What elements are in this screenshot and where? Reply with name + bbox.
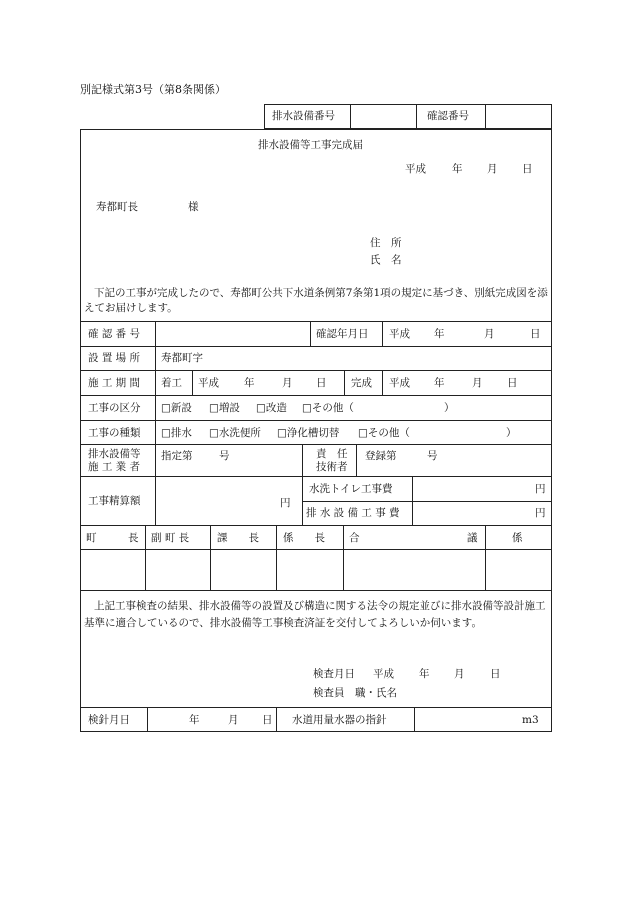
site-value[interactable]: 寿都町字: [161, 352, 203, 364]
divider: [356, 444, 357, 476]
approval-header-mayor: 町 長: [86, 532, 139, 544]
start-date-day: 日: [316, 377, 327, 389]
toilet-cost-yen: 円: [535, 483, 546, 495]
approval-stamp-consultation[interactable]: [345, 551, 484, 588]
approval-header-deputy-mayor: 副 町 長: [151, 532, 190, 544]
engineer-label-line2: 技術者: [316, 461, 348, 473]
divider: [343, 525, 344, 590]
kubun-other-checkbox[interactable]: □その他（: [302, 402, 354, 414]
registration-go-label: 号: [427, 450, 438, 462]
start-label: 着工: [161, 377, 182, 389]
divider: [382, 370, 383, 395]
inspection-date-era: 平成: [373, 668, 394, 680]
approval-stamp-subsection-chief[interactable]: [278, 551, 342, 588]
form-reference: 別記様式第3号（第8条関係）: [80, 83, 226, 96]
shurui-septic-checkbox[interactable]: □浄化槽切替: [277, 427, 340, 439]
inspection-date-month: 月: [454, 668, 465, 680]
name-field[interactable]: [410, 250, 540, 266]
cost-yen: 円: [280, 497, 291, 509]
drain-number-field[interactable]: [352, 106, 414, 126]
row-line: [302, 501, 552, 502]
shurui-label: 工事の種類: [88, 427, 141, 439]
shurui-other-checkbox[interactable]: □その他（: [358, 427, 410, 439]
meter-reading-label: 水道用量水器の指針: [292, 714, 387, 726]
approval-stamp-mayor[interactable]: [82, 551, 144, 588]
meter-unit: m3: [522, 714, 539, 726]
divider: [485, 104, 486, 129]
meter-date-year: 年: [189, 714, 200, 726]
meter-reading-field[interactable]: [416, 709, 516, 730]
date-era: 平成: [405, 163, 426, 175]
divider: [412, 476, 413, 525]
approval-header-consultation: 合: [349, 532, 360, 544]
finish-date-year: 年: [434, 377, 445, 389]
inspection-text: 上記工事検査の結果、排水設備等の設置及び構造に関する法令の規定並びに排水設備等設計施工基準に適合しているので、排水設備等工事検査済証を交付してよろしいか伺います。: [84, 600, 546, 629]
drain-number-label: 排水設備番号: [272, 110, 335, 122]
contractor-label-line2: 施 工 業 者: [88, 461, 141, 473]
drain-cost-label: 排 水 設 備 工 事 費: [306, 507, 400, 519]
divider: [485, 525, 486, 590]
inspection-date-label: 検査月日: [313, 668, 355, 680]
shurui-toilet-checkbox[interactable]: □水洗便所: [209, 427, 261, 439]
confirm-no-field[interactable]: [158, 323, 308, 344]
row-line: [80, 395, 552, 396]
divider: [147, 707, 148, 732]
engineer-label-line1: 責 任: [316, 448, 348, 460]
shurui-drain-checkbox[interactable]: □排水: [161, 427, 192, 439]
contractor-label-line1: 排水設備等: [88, 448, 141, 460]
drain-cost-yen: 円: [535, 507, 546, 519]
start-date-month: 月: [282, 377, 293, 389]
form-title: 排水設備等工事完成届: [258, 139, 363, 151]
row-line: [80, 321, 552, 322]
row-line: [80, 590, 552, 591]
meter-date-day: 日: [262, 714, 273, 726]
addressee-honorific: 様: [188, 201, 199, 213]
address-field[interactable]: [410, 233, 540, 249]
row-line: [80, 346, 552, 347]
divider: [276, 525, 277, 590]
kubun-label: 工事の区分: [88, 402, 141, 414]
label-column-divider: [155, 321, 156, 525]
designated-go-label: 号: [219, 450, 230, 462]
inspection-date-year: 年: [419, 668, 430, 680]
approval-stamp-staff[interactable]: [487, 551, 550, 588]
divider: [192, 370, 193, 395]
designated-no-label: 指定第: [161, 450, 193, 462]
row-line: [80, 707, 552, 708]
date-day: 日: [522, 163, 533, 175]
name-label: 氏 名: [370, 254, 402, 266]
divider: [350, 104, 351, 129]
finish-date-era: 平成: [389, 377, 410, 389]
inspector-label: 検査員 職・氏名: [313, 687, 397, 699]
intro-text: 下記の工事が完成したので、寿都町公共下水道条例第7条第1項の規定に基づき、別紙完成図を添えてお届けします。: [84, 287, 548, 315]
kubun-close-paren: ）: [444, 402, 455, 414]
row-line: [80, 444, 552, 445]
kubun-renovation-checkbox[interactable]: □改造: [256, 402, 287, 414]
meter-date-label: 検針月日: [88, 714, 130, 726]
addressee-name: 寿都町長: [96, 201, 138, 213]
approval-stamp-section-chief[interactable]: [212, 551, 275, 588]
divider: [302, 444, 303, 525]
divider: [416, 104, 417, 129]
divider: [382, 321, 383, 346]
divider: [276, 707, 277, 732]
start-date-era: 平成: [198, 377, 219, 389]
row-line: [80, 370, 552, 371]
meter-date-month: 月: [228, 714, 239, 726]
kubun-new-checkbox[interactable]: □新設: [161, 402, 192, 414]
address-label: 住 所: [370, 237, 402, 249]
toilet-cost-label: 水洗トイレ工事費: [309, 483, 393, 495]
registration-no-label: 登録第: [365, 450, 397, 462]
confirm-date-era: 平成: [389, 328, 410, 340]
cost-label: 工事精算額: [88, 495, 141, 507]
row-line: [80, 476, 552, 477]
divider: [344, 370, 345, 395]
approval-header-section-chief: 課 長: [217, 532, 259, 544]
date-month: 月: [487, 163, 498, 175]
approval-header-subsection-chief: 係 長: [283, 532, 325, 544]
finish-date-month: 月: [472, 377, 483, 389]
confirm-date-label: 確認年月日: [316, 328, 369, 340]
inspection-date-day: 日: [490, 668, 501, 680]
divider: [210, 525, 211, 590]
row-line: [80, 420, 552, 421]
approval-header-consultation-2: 議: [467, 532, 478, 544]
confirm-date-month: 月: [484, 328, 495, 340]
site-label: 設 置 場 所: [88, 352, 141, 364]
confirm-date-day: 日: [530, 328, 541, 340]
finish-date-day: 日: [507, 377, 518, 389]
confirm-number-label: 確認番号: [427, 110, 469, 122]
divider: [310, 321, 311, 346]
approval-header-staff: 係: [512, 532, 523, 544]
date-year: 年: [452, 163, 463, 175]
confirm-date-year: 年: [434, 328, 445, 340]
row-line: [80, 525, 552, 526]
confirm-number-field[interactable]: [487, 106, 550, 126]
period-label: 施 工 期 間: [88, 377, 141, 389]
cost-field[interactable]: [158, 478, 276, 523]
shurui-close-paren: ）: [506, 427, 517, 439]
approval-stamp-deputy-mayor[interactable]: [147, 551, 209, 588]
confirm-no-label: 確 認 番 号: [88, 328, 141, 340]
inspector-field[interactable]: [410, 684, 540, 700]
kubun-extension-checkbox[interactable]: □増設: [209, 402, 240, 414]
divider: [414, 707, 415, 732]
finish-label: 完成: [351, 377, 372, 389]
start-date-year: 年: [244, 377, 255, 389]
divider: [145, 525, 146, 590]
row-line: [80, 549, 552, 550]
